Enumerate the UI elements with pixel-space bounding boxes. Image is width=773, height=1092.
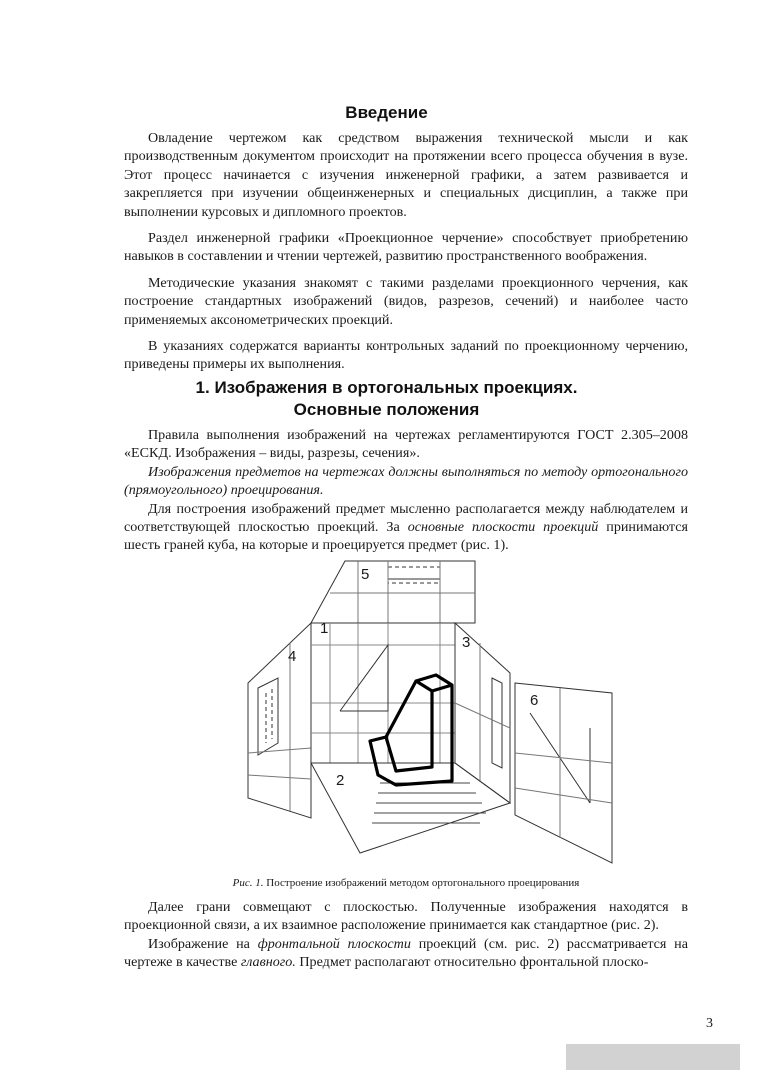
grid-line: [515, 788, 612, 803]
section-paragraph: Правила выполнения изображений на чертежах регламентируются ГОСТ 2.305–2008 «ЕСКД. Изображения – виды, разрезы, сечения».: [124, 427, 688, 462]
page-number: 3: [706, 1016, 713, 1031]
projection-cube-figure: [240, 553, 620, 871]
left-view-rect: [258, 678, 278, 755]
back-view-triangle: [340, 645, 388, 711]
italic-term: главного.: [240, 954, 296, 971]
italic-term: основные плоскости проекций: [407, 519, 599, 536]
section-body: [124, 426, 688, 555]
section-title-line: 1. Изображения в ортогональных проекциях.: [195, 378, 578, 397]
figure-label: 2: [336, 772, 345, 789]
face-far-right: [515, 683, 612, 863]
grid-line: [515, 753, 612, 763]
right-view-rect: [492, 678, 502, 768]
figure-label: 3: [462, 634, 471, 651]
face-top: [311, 561, 475, 623]
intro-paragraph: Овладение чертежом как средством выражения технической мысли и как производственным документом происходит на протяжении всего процесса обучения в вузе. Этот процесс начинается с изучения инженерной графики, а затем развивается и закрепляется при изучении общеинженерных и специальных дисциплин, а также при выполнении курсовых и дипломного проектов.: [124, 130, 688, 220]
section-paragraph-italic: Изображения предметов на чертежах должны выполняться по методу ортогонального (прямоугольного) проецирования.: [124, 463, 688, 499]
top-hidden-rect: [388, 567, 440, 583]
grid-line: [248, 775, 311, 779]
figure-label: 4: [288, 648, 297, 665]
intro-title: Введение: [345, 103, 428, 122]
caption-number: Рис. 1.: [232, 877, 264, 889]
continuation-paragraph: Далее грани совмещают с плоскостью. Полученные изображения находятся в проекционной связи, а их взаимное расположение принимается как стандартное (рис. 2).: [124, 899, 688, 934]
italic-term: фронтальной плоскости: [257, 935, 411, 952]
section-title-line: Основные положения: [293, 400, 480, 419]
intro-paragraph: Раздел инженерной графики «Проекционное черчение» способствует приобретению навыков в составлении и чтении чертежей, развитию пространственного воображения.: [124, 230, 688, 265]
grid-line: [248, 748, 311, 753]
figure-label: 6: [530, 692, 539, 709]
figure-label: 1: [320, 620, 329, 637]
intro-paragraph: В указаниях содержатся варианты контрольных заданий по проекционному черчению, приведены примеры их выполнения.: [124, 338, 688, 373]
text-run: принимаются шесть граней куба, на которые и проецируется предмет (рис. 1).: [124, 519, 688, 554]
continuation-body: [124, 898, 688, 972]
footer-bar: [566, 1044, 740, 1070]
text-run: проекций (см. рис. 2) рассматривается на чертеже в качестве: [124, 935, 688, 971]
face-left: [248, 623, 311, 818]
figure-caption: [124, 877, 688, 889]
section-paragraph: [124, 500, 688, 555]
caption-text: Построение изображений методом ортогонального проецирования: [263, 877, 580, 889]
section-title: [0, 377, 773, 421]
intro-body: [124, 129, 688, 374]
projection-cube-drawing: [240, 553, 620, 871]
figure-label: 5: [361, 566, 370, 583]
continuation-paragraph: [124, 935, 688, 972]
intro-paragraph: Методические указания знакомят с такими разделами проекционного черчения, как построение стандартных изображений (видов, разрезов, сечений) и наиболее часто применяемых аксонометрических проекций.: [124, 274, 688, 328]
text-run: Изображение на: [148, 935, 258, 952]
text-run: Для построения изображений предмет мысленно располагается между наблюдателем и соответствующей плоскостью проекций. За: [124, 500, 688, 536]
object-edge: [432, 685, 452, 691]
text-run: Предмет располагают относительно фронтальной плоско-: [295, 954, 649, 971]
